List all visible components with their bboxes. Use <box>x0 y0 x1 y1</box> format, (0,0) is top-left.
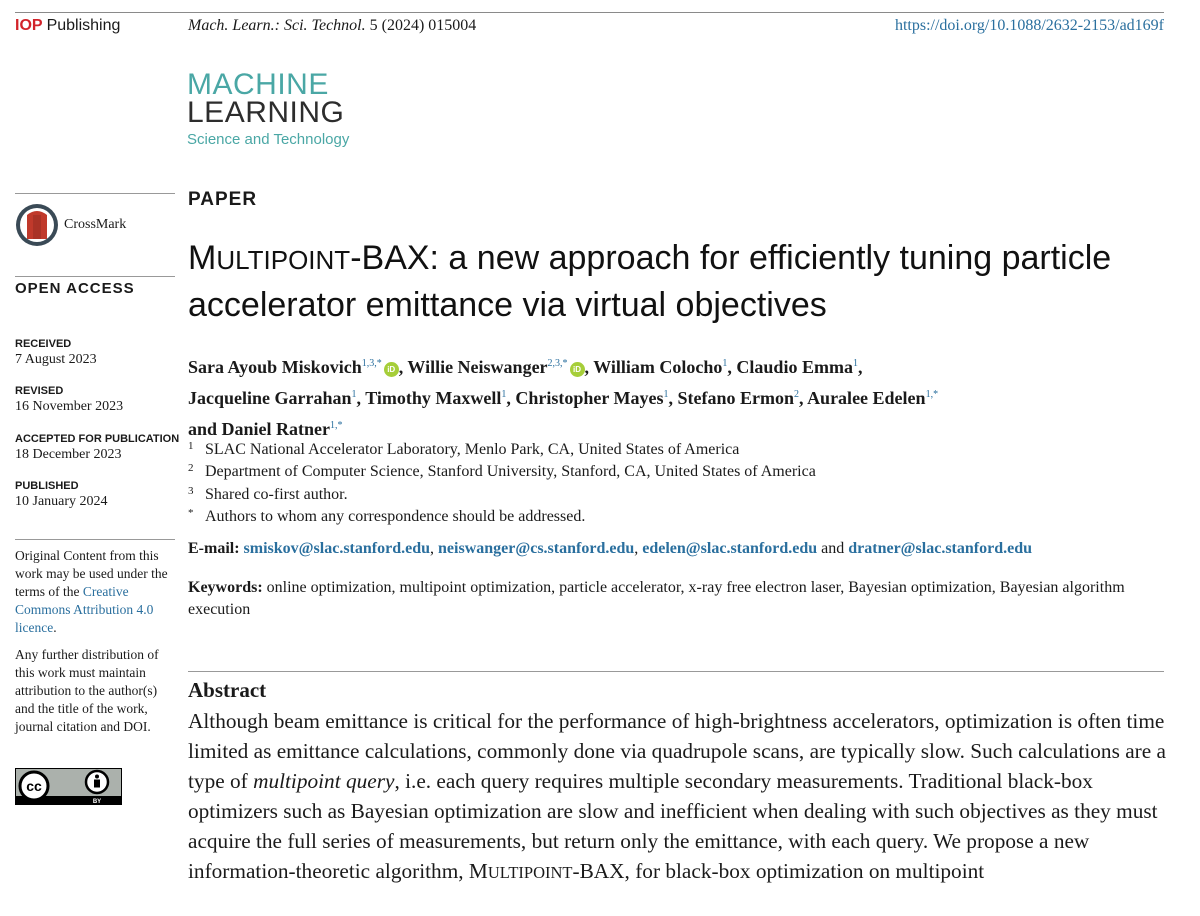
abstract-rule <box>188 671 1164 672</box>
author-affiliation-marker: 1 <box>852 358 858 369</box>
author-affiliation-marker: 2,3,* <box>547 358 568 369</box>
license-text: Original Content from this work may be used under the terms of the <box>15 548 168 599</box>
open-access-label: OPEN ACCESS <box>15 280 135 297</box>
published-label: PUBLISHED <box>15 480 79 492</box>
email-label: E-mail: <box>188 540 240 557</box>
cc-badge-cc-text: cc <box>26 778 42 794</box>
affiliation-2: 2 Department of Computer Science, Stanford University, Stanford, CA, United States of America <box>188 462 816 480</box>
keywords <box>188 577 1128 621</box>
affiliation-3: 3 Shared co-first author. <box>188 485 348 503</box>
author-name: Stefano Ermon <box>677 388 795 408</box>
sidebar-rule-license <box>15 539 175 540</box>
received-label: RECEIVED <box>15 338 72 350</box>
journal-citation <box>188 17 476 35</box>
author-affiliation-marker: 1 <box>501 389 507 400</box>
orcid-icon[interactable]: iD <box>384 362 399 377</box>
email-link[interactable]: smiskov@slac.stanford.edu <box>243 540 431 557</box>
article-title <box>188 236 1148 328</box>
author-name: Christopher Mayes <box>515 388 664 408</box>
author-affiliation-marker: 1 <box>663 389 669 400</box>
journal-logo-line3: Science and Technology <box>187 131 350 148</box>
sidebar-rule-top <box>15 193 175 194</box>
title-text: -BAX: a new approach for efficiently tuning particle accelerator emittance via virtual objectives <box>188 239 1112 324</box>
header-rule <box>15 12 1164 13</box>
author-affiliation-marker: 1,3,* <box>361 358 382 369</box>
license-link[interactable]: Creative Commons Attribution 4.0 licence <box>15 584 154 635</box>
author-name: and Daniel Ratner <box>188 419 331 439</box>
author-name: Willie Neiswanger <box>407 357 548 377</box>
author-affiliation-marker: 1 <box>722 358 728 369</box>
crossmark-icon <box>15 203 59 247</box>
received-date: 7 August 2023 <box>15 352 97 367</box>
cc-badge-by-text: BY <box>92 799 102 805</box>
journal-logo-line1: MACHINE <box>187 68 329 101</box>
keywords-label: Keywords: <box>188 579 263 596</box>
license-note <box>15 547 175 637</box>
journal-logo-line2: LEARNING <box>187 96 345 129</box>
email-link[interactable]: dratner@slac.stanford.edu <box>848 540 1032 557</box>
revised-date: 16 November 2023 <box>15 399 124 414</box>
author-affiliation-marker: 1,* <box>330 420 343 431</box>
distribution-note: Any further distribution of this work must maintain attribution to the author(s) and the title of the work, journal citation and DOI. <box>15 647 159 734</box>
orcid-icon[interactable]: iD <box>570 362 585 377</box>
publisher-name: Publishing <box>46 17 121 34</box>
email-line: E-mail: smiskov@slac.stanford.edu, neiswanger@cs.stanford.edu, edelen@slac.stanford.edu and dratner@slac.stanford.edu <box>188 540 1032 557</box>
journal-logo <box>187 70 349 147</box>
title-smallcaps-initial: M <box>188 239 217 277</box>
email-link[interactable]: edelen@slac.stanford.edu <box>642 540 818 557</box>
affiliation-correspondence: * Authors to whom any correspondence should be addressed. <box>188 507 586 525</box>
author-name: William Colocho <box>593 357 723 377</box>
author-affiliation-marker: 2 <box>794 389 800 400</box>
author-affiliation-marker: 1 <box>351 389 357 400</box>
license-text-end: . <box>53 620 57 635</box>
publisher-logo[interactable] <box>15 17 120 35</box>
keywords-text: online optimization, multipoint optimization, particle accelerator, x-ray free electron laser, Bayesian optimization, Bayesian algorithm execution <box>188 579 1125 618</box>
accepted-label: ACCEPTED FOR PUBLICATION <box>15 433 180 445</box>
author-name: Jacqueline Garrahan <box>188 388 352 408</box>
author-name: Auralee Edelen <box>807 388 926 408</box>
accepted-date: 18 December 2023 <box>15 447 122 462</box>
journal-abbrev: Mach. Learn.: Sci. Technol. <box>188 17 366 34</box>
crossmark-label: CrossMark <box>64 217 127 232</box>
author-list: Sara Ayoub Miskovich$^{1,3,*}$iD , Willie Neiswanger$^{2,3,*}$iD , William Colocho$^1$, Claudio Emma$^1$, Jacqueline Garrahan$^1$, Timothy Maxwell$^1$, Christopher Mayes$^1$, Stefano Ermon$^2$, Auralee Edelen$^{1,*}$ and Daniel Ratner$^{1,*}$ <box>188 357 939 439</box>
revised-label: REVISED <box>15 385 64 397</box>
email-link[interactable]: neiswanger@cs.stanford.edu <box>438 540 635 557</box>
affiliation-1: 1 SLAC National Accelerator Laboratory, Menlo Park, CA, United States of America <box>188 440 740 458</box>
author-name: Claudio Emma <box>736 357 853 377</box>
publisher-mark: IOP <box>15 17 43 34</box>
author-name: Sara Ayoub Miskovich <box>188 357 362 377</box>
sidebar-rule-mid <box>15 276 175 277</box>
abstract-text: Although beam emittance is critical for the performance of high-brightness accelerators, optimization is often time limited as emittance calculations, commonly done via quadrupole scans, are typically slow. Such calculations are a type of multipoint query, i.e. each query requires multiple secondary measurements. Traditional black-box optimizers such as Bayesian optimization are slow and inefficient when dealing with such objectives as they must acquire the full series of measurements, but return only the emittance, with each query. We propose a new information-theoretic algorithm, MULTIPOINT-BAX, for black-box optimization on multipoint <box>188 709 1166 883</box>
author-name: Timothy Maxwell <box>365 388 502 408</box>
crossmark-badge[interactable] <box>15 203 126 247</box>
author-affiliation-marker: 1,* <box>925 389 939 400</box>
journal-volume: 5 (2024) 015004 <box>369 17 477 34</box>
cc-by-license-badge[interactable] <box>15 768 122 805</box>
doi-link[interactable]: https://doi.org/10.1088/2632-2153/ad169f <box>894 17 1164 34</box>
article-type-label: PAPER <box>188 189 258 210</box>
published-date: 10 January 2024 <box>15 494 108 509</box>
abstract-heading: Abstract <box>188 678 267 702</box>
title-smallcaps-rest: ULTIPOINT <box>216 245 351 275</box>
abstract-emphasis: multipoint query <box>253 769 395 793</box>
